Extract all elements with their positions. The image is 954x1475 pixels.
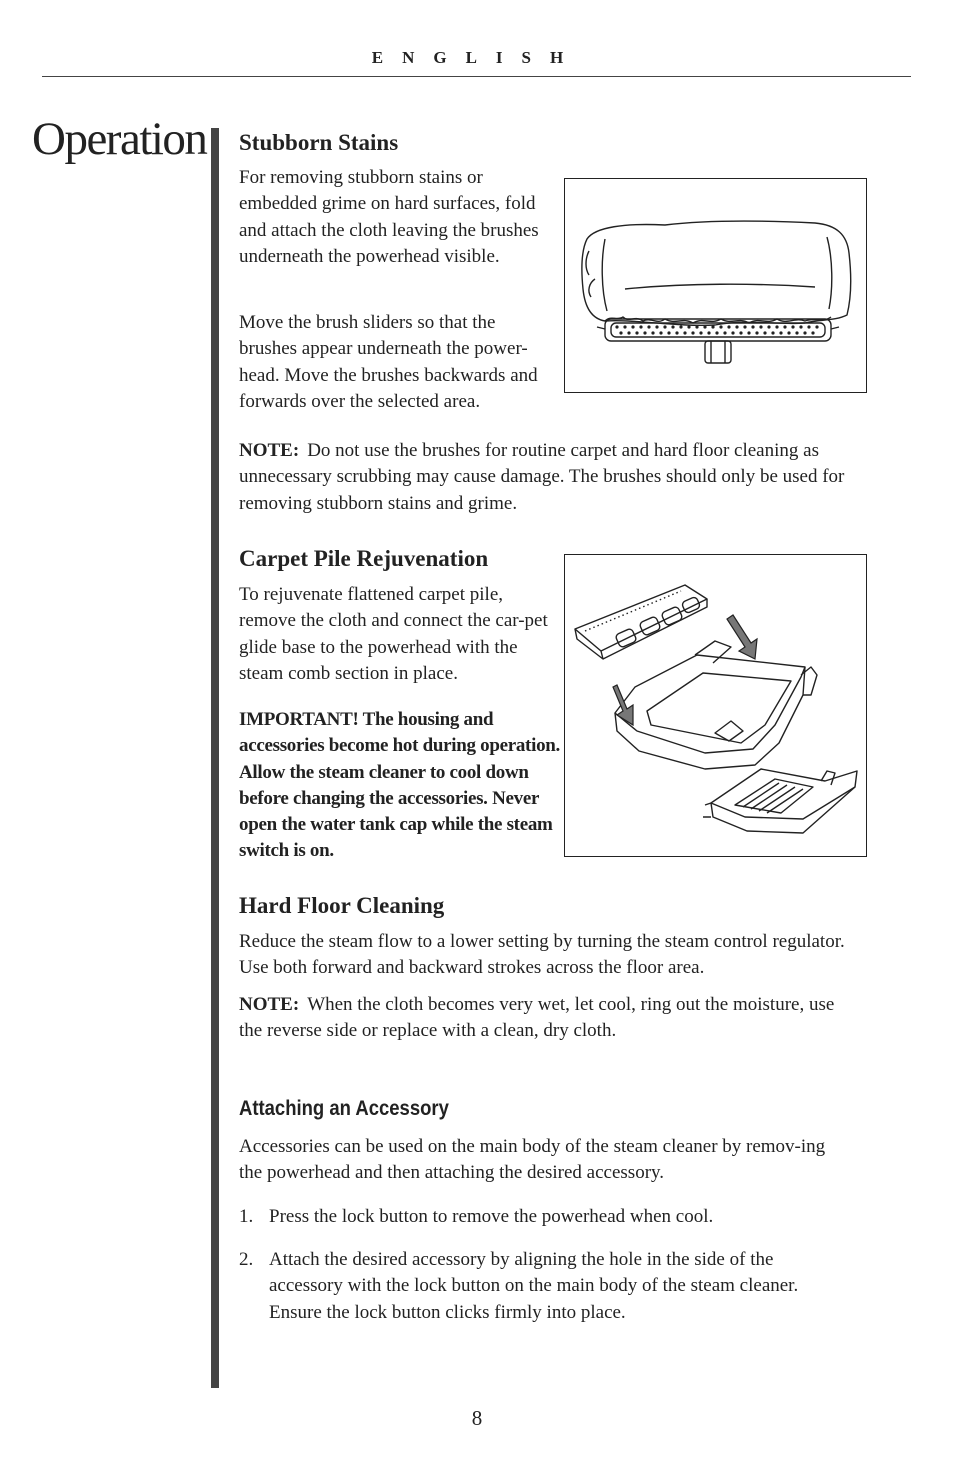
carpet-glide-illustration — [564, 554, 867, 857]
page-number: 8 — [471, 1406, 483, 1430]
hard-floor-para-1: Reduce the steam flow to a lower setting by turning the steam control regulator. Use both forward and backward strokes across the floor area. — [239, 931, 845, 979]
header-language: ENGLISH — [371, 48, 583, 67]
step-item — [239, 1204, 849, 1230]
note-text: When the cloth becomes very wet, let cool, ring out the moisture, use the reverse side or replace with a clean, dry cloth. — [239, 994, 835, 1042]
section-bar — [211, 128, 219, 1388]
carpet-glide-drawing — [565, 555, 866, 856]
note-label: NOTE: — [239, 440, 300, 461]
carpet-pile-para-1: To rejuvenate flattened carpet pile, remove the cloth and connect the car-pet glide base to the powerhead with the steam comb section in place. — [239, 584, 548, 684]
important-warning: IMPORTANT! The housing and accessories become hot during operation. Allow the steam cleaner to cool down before changing the accessories. Never open the water tank cap while the steam switch is on. — [239, 709, 560, 862]
stubborn-stains-para-1: For removing stubborn stains or embedded grime on hard surfaces, fold and attach the cloth leaving the brushes underneath the powerhead visible. — [239, 167, 539, 267]
stubborn-stains-heading: Stubborn Stains — [239, 130, 399, 155]
stubborn-stains-para-2: Move the brush sliders so that the brushes appear underneath the power-head. Move the brushes backwards and forwards over the selected area. — [239, 312, 538, 412]
step-number: 1. — [239, 1206, 254, 1227]
note-text: Do not use the brushes for routine carpet and hard floor cleaning as unnecessary scrubbing may cause damage. The brushes should only be used for removing stubborn stains and grime. — [239, 440, 845, 514]
attaching-accessory-para-1: Accessories can be used on the main body of the steam cleaner by remov-ing the powerhead and then attaching the desired accessory. — [239, 1136, 826, 1184]
note-label: NOTE: — [239, 994, 300, 1015]
brush-dots — [615, 325, 818, 334]
powerhead-cloth-illustration — [564, 178, 867, 393]
hard-floor-note — [239, 992, 849, 1045]
step-item — [239, 1247, 849, 1326]
header-rule — [42, 76, 911, 77]
attaching-accessory-heading: Attaching an Accessory — [239, 1097, 449, 1120]
step-text: Press the lock button to remove the powerhead when cool. — [269, 1206, 714, 1227]
carpet-pile-heading: Carpet Pile Rejuvenation — [239, 546, 489, 571]
hard-floor-heading: Hard Floor Cleaning — [239, 893, 445, 918]
section-title: Operation — [32, 113, 207, 165]
step-text: Attach the desired accessory by aligning the hole in the side of the accessory with the lock button on the main body of the steam cleaner. Ensure the lock button clicks firmly into place. — [269, 1249, 799, 1323]
arrow-down-right-icon — [727, 615, 757, 659]
stubborn-stains-note — [239, 438, 849, 517]
step-number: 2. — [239, 1249, 254, 1270]
powerhead-cloth-drawing — [565, 179, 866, 392]
